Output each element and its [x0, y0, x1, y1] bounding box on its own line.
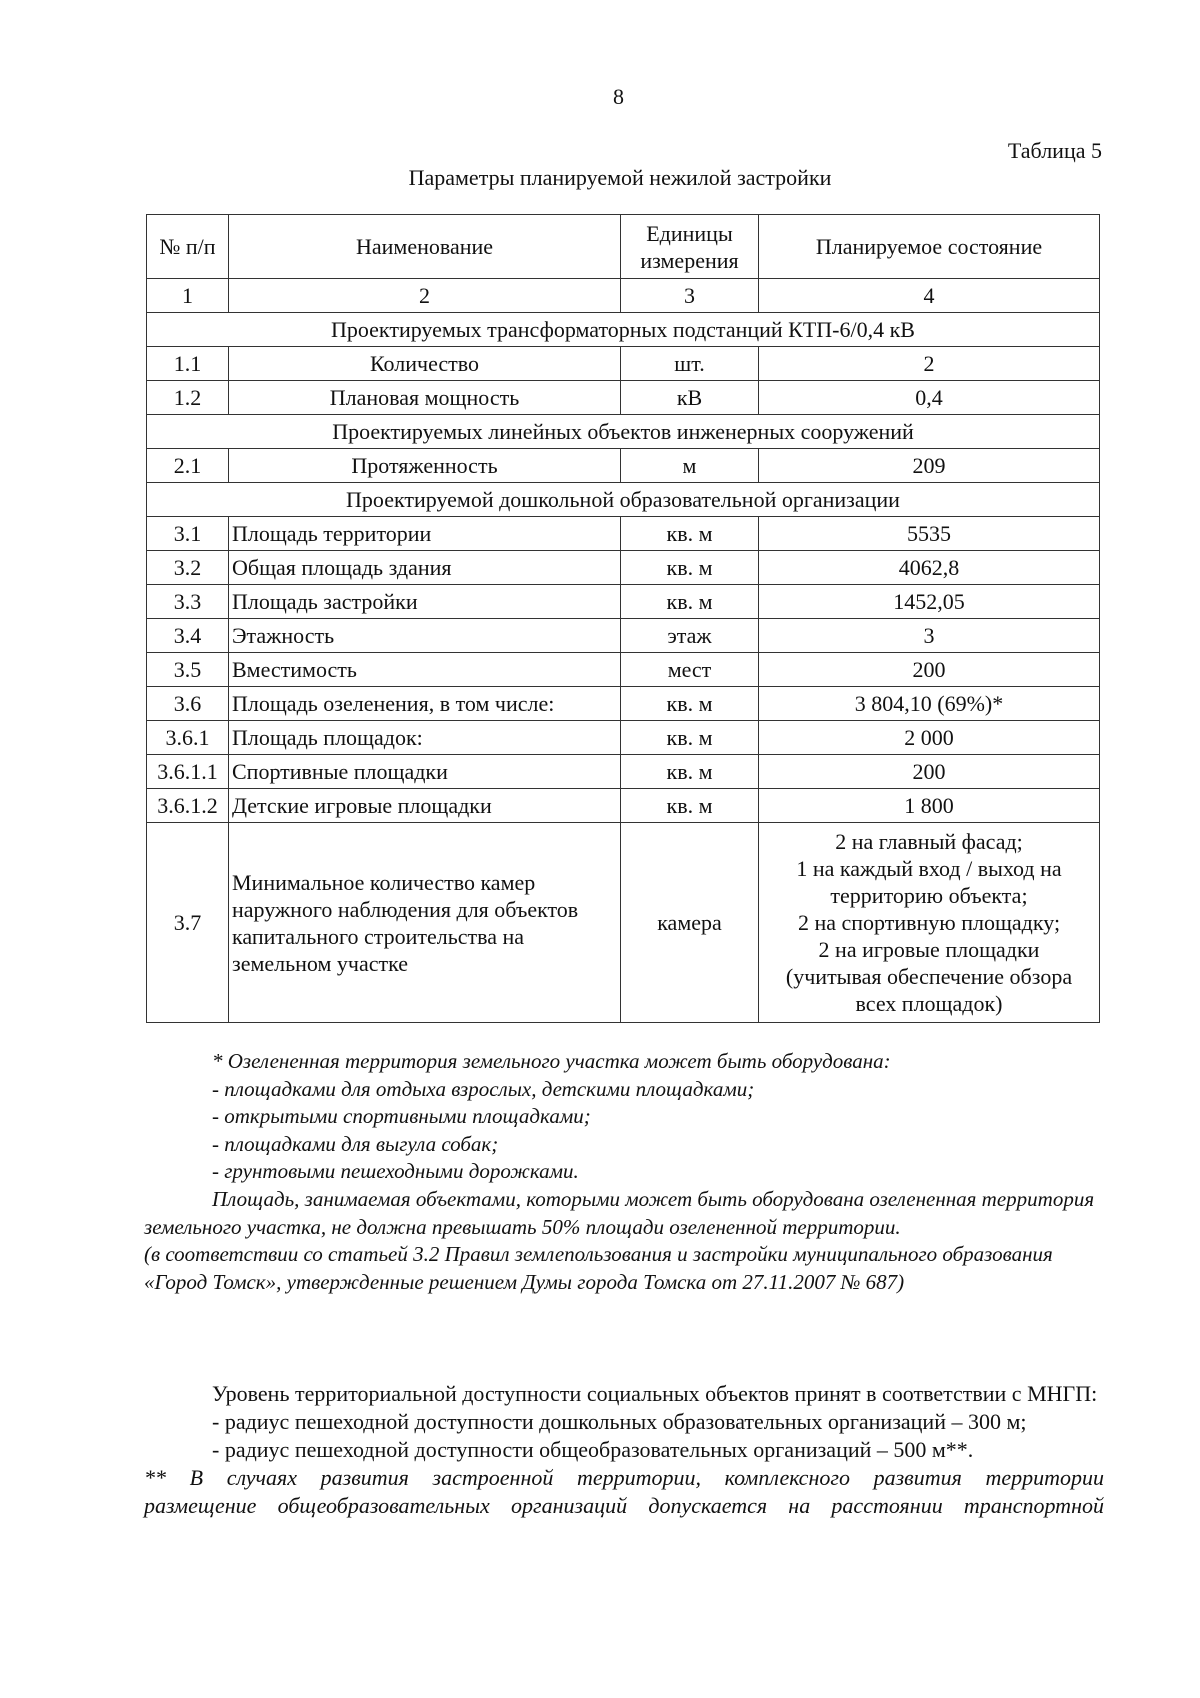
note-item: - грунтовыми пешеходными дорожками.: [212, 1159, 579, 1184]
row-unit: кВ: [621, 381, 759, 415]
row-name: Детские игровые площадки: [229, 789, 621, 823]
row-name: Этажность: [229, 619, 621, 653]
row-value: 2 000: [759, 721, 1100, 755]
row-value: 0,4: [759, 381, 1100, 415]
table-row: [147, 551, 1100, 585]
row-number: 1.1: [147, 347, 229, 381]
value-line: 2 на главный фасад;: [835, 829, 1023, 854]
row-value: 209: [759, 449, 1100, 483]
row-name: Площадь площадок:: [229, 721, 621, 755]
name-line: наружного наблюдения для объектов: [232, 896, 579, 922]
row-value: 3 804,10 (69%)*: [759, 687, 1100, 721]
row-value-multiline: [759, 823, 1100, 1023]
section-row: [147, 483, 1100, 517]
intro-paragraph: Уровень территориальной доступности социальных объектов принят в соответствии с МНГП:: [212, 1381, 1098, 1406]
header-cell: Наименование: [229, 215, 621, 279]
accessibility-section: [144, 1380, 1104, 1520]
radius-item: - радиус пешеходной доступности общеобразовательных организаций – 500 м**.: [212, 1437, 974, 1462]
table-label: Таблица 5: [1007, 138, 1102, 163]
note-paragraph: Площадь, занимаемая объектами, которыми может быть оборудована озелененная территория земельного участка, не должна превышать 50% площади озелененной территории.: [144, 1186, 1095, 1239]
row-value: 1452,05: [759, 585, 1100, 619]
page-number: 8: [613, 84, 624, 109]
table-row: [147, 347, 1100, 381]
column-number: 2: [229, 279, 621, 313]
row-value: 1 800: [759, 789, 1100, 823]
note-reference: (в соответствии со статьей 3.2 Правил землепользования и застройки муниципального образования «Город Томск», утвержденные решением Думы города Томска от 27.11.2007 № 687): [144, 1242, 1053, 1294]
name-line: Минимальное количество камер: [232, 869, 536, 895]
name-line: земельном участке: [232, 950, 409, 976]
row-unit: кв. м: [621, 551, 759, 585]
row-unit: шт.: [621, 347, 759, 381]
column-number: 1: [147, 279, 229, 313]
row-number: 3.1: [147, 517, 229, 551]
value-line: (учитывая обеспечение обзора: [785, 964, 1073, 989]
value-line: 2 на игровые площадки: [818, 937, 1040, 962]
row-value: 3: [759, 619, 1100, 653]
row-value: 5535: [759, 517, 1100, 551]
row-number: 2.1: [147, 449, 229, 483]
note-item: - площадками для отдыха взрослых, детскими площадками;: [212, 1076, 755, 1101]
table-row: [147, 687, 1100, 721]
row-name: Количество: [229, 347, 621, 381]
row-name: Общая площадь здания: [229, 551, 621, 585]
footnote-line: ** В случаях развития застроенной территории, комплексного развития территории: [144, 1465, 1104, 1490]
section-row: [147, 415, 1100, 449]
row-unit: этаж: [621, 619, 759, 653]
table-title: Параметры планируемой нежилой застройки: [408, 165, 832, 190]
row-number: 3.6: [147, 687, 229, 721]
table-row: [147, 449, 1100, 483]
table-row: [147, 381, 1100, 415]
table-row-cameras: [147, 823, 1100, 1023]
row-unit: кв. м: [621, 585, 759, 619]
column-number-row: [147, 279, 1100, 313]
row-name: Спортивные площадки: [229, 755, 621, 789]
column-number: 3: [621, 279, 759, 313]
row-number: 3.5: [147, 653, 229, 687]
parameters-table: [146, 214, 1100, 1023]
row-name: Площадь территории: [229, 517, 621, 551]
value-line: 1 на каждый вход / выход на: [796, 856, 1062, 881]
row-number: 3.4: [147, 619, 229, 653]
row-value: 2: [759, 347, 1100, 381]
row-unit: м: [621, 449, 759, 483]
table-row: [147, 517, 1100, 551]
row-unit: кв. м: [621, 789, 759, 823]
header-cell: № п/п: [147, 215, 229, 279]
note-star-line: * Озелененная территория земельного участка может быть оборудована:: [212, 1049, 891, 1073]
row-value: 200: [759, 653, 1100, 687]
section-title: Проектируемых линейных объектов инженерных сооружений: [147, 415, 1100, 449]
row-number: 3.3: [147, 585, 229, 619]
value-line: территорию объекта;: [830, 883, 1028, 908]
table-row: [147, 789, 1100, 823]
row-number: 3.6.1.2: [147, 789, 229, 823]
table-row: [147, 653, 1100, 687]
row-name: Вместимость: [229, 653, 621, 687]
header-cell: Единицы измерения: [621, 215, 759, 279]
row-unit: кв. м: [621, 687, 759, 721]
row-name: Площадь озеленения, в том числе:: [229, 687, 621, 721]
row-name: Площадь застройки: [229, 585, 621, 619]
value-line: 2 на спортивную площадку;: [797, 910, 1061, 935]
table-notes: [144, 1048, 1104, 1296]
radius-item: - радиус пешеходной доступности дошкольных образовательных организаций – 300 м;: [212, 1409, 1027, 1434]
footnote-line: размещение общеобразовательных организаций допускается на расстоянии транспортной: [144, 1493, 1104, 1518]
header-cell: Планируемое состояние: [759, 215, 1100, 279]
row-number: 3.6.1: [147, 721, 229, 755]
section-title: Проектируемой дошкольной образовательной организации: [147, 483, 1100, 517]
table-row: [147, 755, 1100, 789]
note-item: - площадками для выгула собак;: [212, 1131, 499, 1156]
row-unit: кв. м: [621, 517, 759, 551]
row-number: 3.2: [147, 551, 229, 585]
value-line: всех площадок): [855, 991, 1003, 1016]
table-row: [147, 619, 1100, 653]
row-number: 3.7: [147, 823, 229, 1023]
column-number: 4: [759, 279, 1100, 313]
row-unit: мест: [621, 653, 759, 687]
row-number: 1.2: [147, 381, 229, 415]
name-line: капитального строительства на: [232, 923, 525, 949]
section-row: [147, 313, 1100, 347]
row-name: Протяженность: [229, 449, 621, 483]
table-row: [147, 721, 1100, 755]
note-item: - открытыми спортивными площадками;: [212, 1104, 591, 1129]
table-row: [147, 585, 1100, 619]
row-name: Плановая мощность: [229, 381, 621, 415]
table-header-row: [147, 215, 1100, 279]
row-unit: камера: [621, 823, 759, 1023]
row-value: 4062,8: [759, 551, 1100, 585]
row-value: 200: [759, 755, 1100, 789]
row-name-multiline: [229, 823, 621, 1023]
row-number: 3.6.1.1: [147, 755, 229, 789]
row-unit: кв. м: [621, 721, 759, 755]
section-title: Проектируемых трансформаторных подстанций КТП-6/0,4 кВ: [147, 313, 1100, 347]
row-unit: кв. м: [621, 755, 759, 789]
